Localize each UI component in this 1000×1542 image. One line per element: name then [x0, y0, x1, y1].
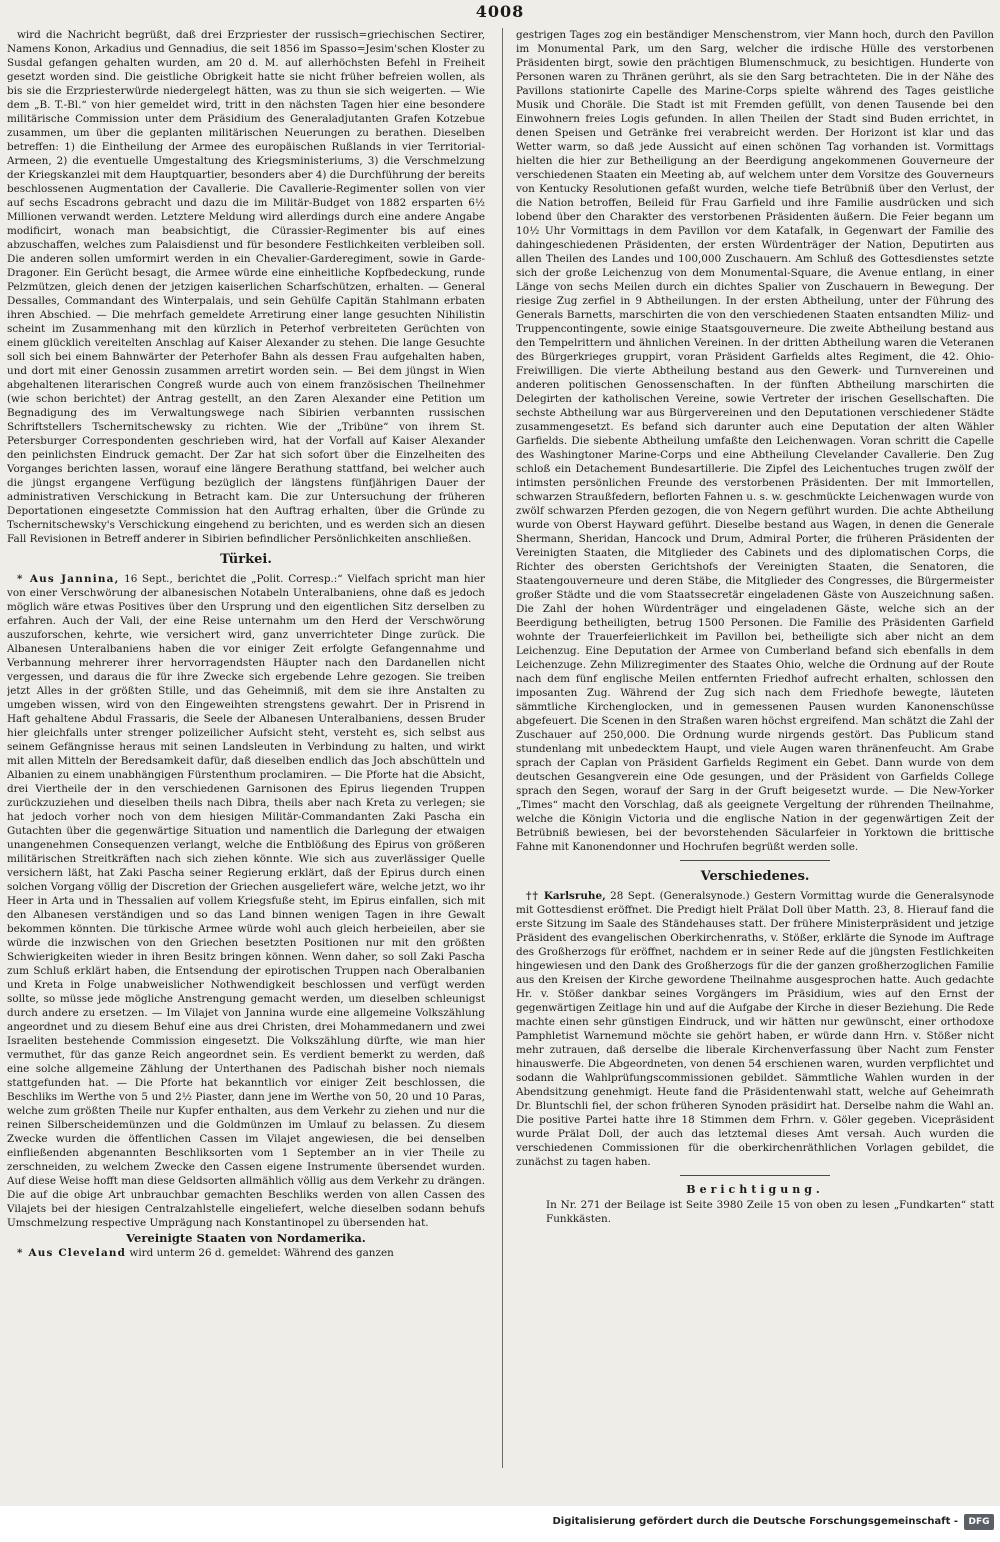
article-cleveland-text: wird unterm 26 d. gemeldet: Während des ganzen	[126, 1247, 394, 1259]
section-heading-turkey: Türkei.	[220, 552, 272, 567]
page-number: 4008	[475, 2, 525, 21]
article-jannina-text: 16 Sept., berichtet die „Polit. Corresp.:“ Vielfach spricht man hier von einer Verschwörung der albanesischen Notabeln Unteralbaniens, ohne daß es jedoch möglich wäre etwas Positives über den Ursprung und den eigentlichen Sitz derselben zu erfahren. Auch der Vali, der eine Reise unternahm um den Herd der Verschwörung auszuforschen, kehrte, wie versichert wird, ganz unverrichteter Dinge zurück. Die Albanesen Unteralbaniens haben die vor einiger Zeit erfolgte Gefangennahme und Verbannung mehrerer ihrer hervorragendsten Häupter nach den Dardanellen nicht vergessen, und daraus die für ihre Zwecke sich ergebende Lehre gezogen. Sie treiben jetzt Alles in der größten Stille, und das Geheimniß, mit dem sie ihre Anstalten zu umgeben wissen, wird von den Eingeweihten strengstens gewahrt. Der in Prisrend in Haft gehaltene Abdul Frassaris, die Seele der Albanesen Unteralbaniens, dessen Bruder hier gleichfalls unter strenger polizeilicher Aufsicht steht, versteht es, sich selbst aus seinem Gefängnisse heraus mit seinen Landsleuten in Verbindung zu halten, und wirkt mit allen Mitteln der Beredsamkeit dafür, daß dieselben endlich das Joch abschütteln und Albanien zu einem unabhängigen Fürstenthum proclamiren. — Die Pforte hat die Absicht, drei Viertheile der in den verschiedenen Garnisonen des Epirus liegenden Truppen zurückzuziehen und dieselben theils nach Dibra, theils aber nach Kreta zu verlegen; sie hat jedoch vorher noch von dem hiesigen Militär-Commandanten Zaki Pascha ein Gutachten über die gegenwärtige Situation und namentlich die Darlegung der etwaigen unangenehmen Consequenzen verlangt, welche die Entblößung des Epirus von größeren militärischen Streitkräften nach sich ziehen könnte. Wie sich aus zuverlässiger Quelle versichern läßt, hat Zaki Pascha seiner Regierung erklärt, daß der Epirus durch einen solchen Vorgang völlig der Discretion der Griechen ausgeliefert wäre, welche jetzt, wo ihr Heer in Arta und in Thessalien auf vollem Kriegsfuße steht, im Epirus einfallen, sich mit den Albanesen verständigen und so das Land binnen wenigen Tagen in ihre Gewalt bekommen könnten. Die türkische Armee würde wohl auch gleich herbeieilen, aber sie würde die inzwischen von den Griechen besetzten Positionen nur mit den größten Schwierigkeiten wieder in ihren Besitz bringen können. Wenn daher, so soll Zaki Pascha zum Schluß erklärt haben, die Entsendung der epirotischen Truppen nach Oberalbanien und Kreta in Folge unabweislicher Nothwendigkeit beschlossen und verfügt werden sollte, so müsse jede mögliche Anstrengung gemacht werden, um dieselben schleunigst durch andere zu ersetzen. — Im Vilajet von Jannina wurde eine allgemeine Volkszählung angeordnet und zu diesem Behuf eine aus drei Christen, drei Mohammedanern und zwei Israeliten bestehende Commission eingesetzt. Die Volkszählung dürfte, wie man hier vermuthet, für das ganze Reich angeordnet sein. Es verdient bemerkt zu werden, daß eine solche allgemeine Zählung der Unterthanen des Padischah bisher noch niemals stattgefunden hat. — Die Pforte hat bekanntlich vor einiger Zeit beschlossen, die Beschliks im Werthe von 5 und 2½ Piaster, dann jene im Werthe von 50, 20 und 10 Paras, welche zum größten Theile nur Kupfer enthalten, aus dem Verkehr zu ziehen und nur die reinen Silberscheidemünzen und die Goldmünzen im Umlauf zu belassen. Zu diesem Zwecke wurden die öffentlichen Cassen im Vilajet angewiesen, die bei denselben einfließenden abgenannten Beschliksorten vom 1 September an in vier Theile zu zerschneiden, zu welchem Zwecke den Cassen eigene Instrumente übersendet wurden. Auf diese Weise hofft man diese Geldsorten allmählich völlig aus dem Verkehr zu drängen. Die auf die obige Art unbrauchbar gemachten Beschliks werden von allen Cassen des Vilajets bei der hiesigen Centralzahlstelle eingeliefert, welche dieselben sodann behufs Umschmelzung respective Umprägung nach Konstantinopel zu übersenden hat.	[7, 573, 485, 1229]
dateline-karlsruhe: †† Karlsruhe,	[526, 890, 606, 902]
correction-heading: Berichtigung.	[686, 1183, 824, 1196]
article-jannina	[7, 572, 485, 1230]
correction-text: In Nr. 271 der Beilage ist Seite 3980 Zeile 15 von oben zu lesen „Fundkarten“ statt Funkkästen.	[546, 1199, 994, 1225]
dfg-logo: DFG	[964, 1514, 994, 1530]
right-column	[516, 28, 994, 1448]
column-divider	[502, 28, 503, 1468]
digitization-footer	[0, 1506, 1000, 1542]
dateline-jannina: * Aus Jannina,	[17, 573, 120, 585]
article-russia-text: wird die Nachricht begrüßt, daß drei Erzpriester der russisch=griechischen Sectirer, Namens Konon, Arkadius und Gennadius, die seit 1856 im Spasso=Jesim'schen Kloster zu Susdal gefangen gehalten wurden, am 20 d. M. auf allerhöchsten Befehl in Freiheit gesetzt worden sind. Die geistliche Obrigkeit hatte sie nicht früher befreien wollen, als bis sie die Erzpriesterwürde niedergelegt hätten, was zu thun sie sich weigerten. — Wie dem „B. T.-Bl.“ von hier gemeldet wird, tritt in den nächsten Tagen hier eine besondere militärische Commission unter dem Präsidium des Generaladjutanten Grafen Kotzebue zusammen, um über die geplanten militärischen Neuerungen zu berathen. Dieselben betreffen: 1) die Eintheilung der Armee des europäischen Rußlands in vier Territorial-Armeen, 2) die eventuelle Umgestaltung des Kriegsministeriums, 3) die Verschmelzung der Kriegskanzlei mit dem Hauptquartier, besonders aber 4) die Durchführung der bereits beschlossenen Augmentation der Cavallerie. Die Cavallerie-Regimenter sollen von vier auf sechs Escadrons gebracht und dazu die im Militär-Budget von 1882 ersparten 6½ Millionen verwandt werden. Letztere Meldung wird allerdings durch eine andere Angabe modificirt, wonach man beabsichtigt, die Cürassier-Regimenter bis auf eines abzuschaffen, welches zum Palaisdienst und für besondere Festlichkeiten verbleiben soll. Die anderen sollen umformirt werden in ein Chevalier-Garderegiment, sowie in Garde-Dragoner. Ein Gerücht besagt, die Armee würde eine einheitliche Kopfbedeckung, runde Pelzmützen, gleich denen der jetzigen kaiserlichen Scharfschützen, erhalten. — General Dessalles, Commandant des Winterpalais, und sein Gehülfe Capitän Stahlmann erbaten ihren Abschied. — Die mehrfach gemeldete Arretirung einer lange gesuchten Nihilistin scheint im Zusammenhang mit den kürzlich in Peterhof verbreiteten Gerüchten von einem glücklich vereitelten Anschlag auf Kaiser Alexander zu stehen. Die lange Gesuchte soll sich bei einem Bahnwärter der Peterhofer Bahn als dessen Frau aufgehalten haben, und dort mit einer Genossin zusammen arretirt worden sein. — Bei dem jüngst in Wien abgehaltenen literarischen Congreß wurde auch von einem französischen Theilnehmer (wie schon berichtet) der Antrag gestellt, an den Zaren Alexander eine Petition um Begnadigung des im Verwaltungswege nach Sibirien verbannten russischen Schriftstellers Tschernitschewsky zu richten. Wie der „Tribüne“ von ihrem St. Petersburger Correspondenten geschrieben wird, hat der Vorfall auf Kaiser Alexander den peinlichsten Eindruck gemacht. Der Zar hat sich sofort über die Einzelheiten des Vorganges berichten lassen, worauf eine längere Berathung stattfand, bei welcher auch die jüngst ergangene Verfügung bezüglich der längstens fünfjährigen Dauer der administrativen Verschickung in Betracht kam. Die zur Untersuchung der früheren Deportationen eingesetzte Commission hat den Auftrag erhalten, über die Gründe zu Tschernitschewsky's Verschickung eingehend zu berichten, und es werden sich an diesen Fall Revisionen in Betreff anderer in Sibirien befindlicher Persönlichkeiten anschließen.	[7, 29, 485, 545]
article-cleveland	[7, 1246, 485, 1260]
section-heading-misc: Verschiedenes.	[700, 869, 810, 884]
footer-credit: Digitalisierung gefördert durch die Deutsche Forschungsgemeinschaft -	[552, 1516, 958, 1527]
article-karlsruhe-text: 28 Sept. (Generalsynode.) Gestern Vormittag wurde die Generalsynode mit Gottesdienst eröffnet. Die Predigt hielt Prälat Doll über Matth. 23, 8. Hierauf fand die erste Sitzung im Saale des Ständehauses statt. Der frühere Ministerpräsident und jetzige Präsident des evangelischen Oberkirchenraths, v. Stößer, erklärte die Synode im Auftrage des Großherzogs für eröffnet, nachdem er in seiner Rede auf die jüngsten Festlichkeiten hingewiesen und den Dank des Großherzogs für die der ganzen großherzoglichen Familie aus den Kreisen der Kirche gewordene Theilnahme ausgesprochen hatte. Auch gedachte Hr. v. Stößer dankbar seines Vorgängers im Präsidium, wies auf den Ernst der gegenwärtigen Zeitlage hin und auf die Aufgabe der Kirche in dieser Beziehung. Die Rede machte einen sehr günstigen Eindruck, und wir hätten nur gewünscht, einer orthodoxe Pamphletist Warnemund möchte sie gehört haben, er würde dann Hrn. v. Stößer nicht mehr zutrauen, daß derselbe die liberale Kirchenverfassung über Nacht zum Fenster hinauswerfe. Die Abgeordneten, von denen 54 erschienen waren, wurden verpflichtet und sodann die Wahlprüfungscommissionen gebildet. Sämmtliche Wahlen wurden in der Abendsitzung genehmigt. Heute fand die Präsidentenwahl statt, welche auf Geheimrath Dr. Bluntschli fiel, der schon früheren Synoden präsidirt hat. Derselbe nahm die Wahl an. Die positive Partei hatte ihre 18 Stimmen dem Frhrn. v. Göler gegeben. Vicepräsident wurde Prälat Doll, der auch das letztemal dieses Amt versah. Auch wurden die verschiedenen Commissionen für die oberkirchenräthlichen Vorlagen gebildet, die zunächst zu tagen haben.	[516, 890, 994, 1168]
left-column	[7, 28, 485, 1496]
section-divider	[680, 860, 830, 861]
article-karlsruhe	[516, 889, 994, 1169]
correction-divider	[680, 1175, 830, 1176]
article-cleveland-continued: gestrigen Tages zog ein beständiger Menschenstrom, vier Mann hoch, durch den Pavillon im Monumental Park, um den Sarg, welcher die irdische Hülle des verstorbenen Präsidenten birgt, sowie den prächtigen Blumenschmuck, zu besichtigen. Hunderte von Personen waren zu Thränen gerührt, als sie den Sarg betrachteten. Die in der Nähe des Pavillons stationirte Capelle des Marine-Corps spielte während des Tages geistliche Musik und Choräle. Die Stadt ist mit Fremden gefüllt, von denen Tausende bei den Einwohnern freies Logis gefunden. In allen Theilen der Stadt sind Buden errichtet, in denen Speisen und Getränke frei verabreicht werden. Der Horizont ist klar und das Wetter warm, so daß jede Aussicht auf einen schönen Tag vorhanden ist. Vormittags hielten die hier zur Betheiligung an der Beerdigung angekommenen Gouverneure der verschiedenen Staaten ein Meeting ab, auf welchem unter dem Vorsitze des Gouverneurs von Kentucky Resolutionen gefaßt wurden, welche tiefe Betrübniß über den Verlust, der die Nation betroffen, Beileid für Frau Garfield und ihre Familie ausdrücken und sich lobend über den Charakter des verstorbenen Präsidenten äußern. Die Feier begann um 10½ Uhr Vormittags in dem Pavillon vor dem Katafalk, in Gegenwart der Familie des dahingeschiedenen Präsidenten, der ersten Würdenträger der Nation, Deputirten aus allen Theilen des Landes und 100,000 Zuschauern. Am Schluß des Gottesdienstes setzte sich der große Leichenzug von dem Monumental-Square, die Avenue entlang, in einer Länge von sechs Meilen durch ein dichtes Spalier von Zuschauern in Bewegung. Der riesige Zug zerfiel in 9 Abtheilungen. In der ersten Abtheilung, unter der Führung des Generals Barnetts, marschirten die von den verschiedenen Staaten entsandten Miliz- und Truppencontingente, sowie einige Staatsgouverneure. Die zweite Abtheilung bestand aus den Tempelrittern und ähnlichen Vereinen. In der dritten Abtheilung waren die Veteranen des Bürgerkrieges gruppirt, voran Präsident Garfields altes Regiment, die 42. Ohio-Freiwilligen. Die vierte Abtheilung bestand aus den Gewerk- und Turnvereinen und anderen politischen Genossenschaften. In der fünften Abtheilung marschirten die Delegirten der katholischen Vereine, sowie Vertreter der irischen Gesellschaften. Die sechste Abtheilung war aus Bürgervereinen und den Deputationen verschiedener Städte zusammengesetzt. Es befand sich darunter auch eine Deputation der alten Wähler Garfields. Die siebente Abtheilung umfaßte den Leichenwagen. Voran schritt die Capelle des Washingtoner Marine-Corps und eine Abtheilung Clevelander Cavallerie. Den Zug schloß ein Detachement Bundesartillerie. Die Zipfel des Leichentuches trugen zwölf der intimsten persönlichen Freunde des verstorbenen Präsidenten. Der mit Immortellen, schwarzen Straußfedern, beflorten Fahnen u. s. w. geschmückte Leichenwagen wurde von zwölf schwarzen Pferden gezogen, die von Negern geführt wurden. Die achte Abtheilung wurde von Oberst Hayward geführt. Dieselbe bestand aus Wagen, in denen die Generale Shermann, Sheridan, Hancock und Drum, Admiral Porter, die früheren Präsidenten der Vereinigten Staaten, die Mitglieder des Cabinets und des diplomatischen Corps, die Richter des obersten Gerichtshofs der Vereinigten Staaten, die Senatoren, die Staatengouverneure und deren Stäbe, die Mitglieder des Congresses, die Bürgermeister großer Städte und die vom Staatssecretär eingeladenen Gäste von Auszeichnung saßen. Die Zahl der hohen Würdenträger und eingeladenen Gäste, welche sich an der Beerdigung betheiligten, betrug 1500 Personen. Die Familie des Präsidenten Garfield wohnte der Trauerfeierlichkeit im Pavillon bei, betheiligte sich aber nicht an dem Leichenzug. Eine Deputation der Armee von Cumberland befand sich ebenfalls in dem Leichenzuge. Zehn Milizregimenter des Staates Ohio, welche die Ordnung auf der Route nach dem fünf englische Meilen entfernten Friedhof aufrecht erhalten, schlossen den imposanten Zug. Während der Zug sich nach dem Friedhofe bewegte, läuteten sämmtliche Kirchenglocken, und in gemessenen Pausen wurden Kanonenschüsse abgefeuert. Die Scenen in den Straßen waren höchst ergreifend. Man schätzt die Zahl der Zuschauer auf 250,000. Die Ordnung wurde nirgends gestört. Das Publicum stand stundenlang mit unbedecktem Haupt, und viele Augen waren thränenfeucht. Am Grabe sprach der Caplan von Präsident Garfields Regiment ein Gebet. Dann wurde von dem deutschen Gesangverein eine Ode gesungen, und der Präsident von Garfields College sprach den Segen, worauf der Sarg in der Gruft beigesetzt wurde. — Die New-Yorker „Times“ macht den Vorschlag, daß als geeignete Vergeltung der rührenden Theilnahme, welche die Königin Victoria und die englische Nation in der gegenwärtigen Zeit der Betrübniß bewiesen, bei der bevorstehenden Säcularfeier in Yorktown die brittische Fahne mit Kanonendonner und Hochrufen begrüßt werden solle.	[516, 29, 994, 853]
dateline-cleveland: * Aus Cleveland	[17, 1247, 127, 1259]
section-heading-usa: Vereinigte Staaten von Nordamerika.	[126, 1231, 366, 1245]
